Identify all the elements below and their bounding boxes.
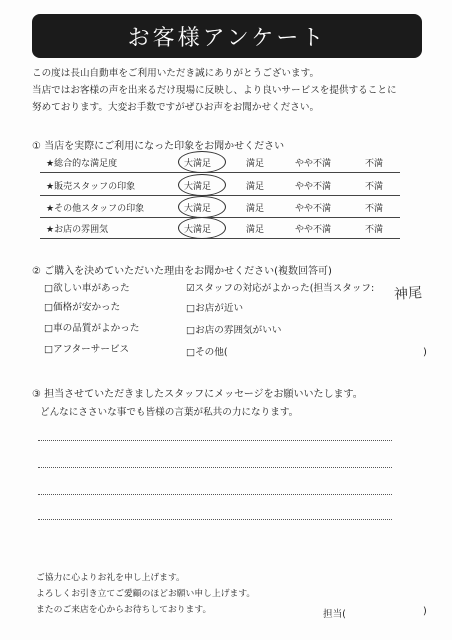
q1-heading: ① 当店を実際にご利用になった印象をお聞かせください [32, 141, 285, 152]
rating-label: ★販売スタッフの印象 [46, 182, 136, 192]
message-line[interactable] [38, 440, 392, 441]
q3-heading: ③ 担当させていただきましたスタッフにメッセージをお願いいたします。 [32, 389, 363, 400]
reason-checkbox[interactable]: □車の品質がよかった [44, 323, 140, 334]
intro-line: 当店ではお客様の声を出来るだけ現場に反映し、より良いサービスを提供することに [32, 85, 397, 96]
reason-checkbox[interactable]: □アフターサービス [44, 344, 130, 355]
rating-label: ★その他スタッフの印象 [46, 204, 145, 214]
signature-close-paren: ) [423, 606, 427, 617]
option-somewhat-dissatisfied[interactable]: やや不満 [295, 159, 332, 169]
reason-checkbox-staff[interactable]: ☑スタッフの対応がよかった(担当スタッフ: [186, 283, 375, 294]
option-very-satisfied[interactable]: 大満足 [184, 182, 212, 192]
signature-label: 担当( [323, 609, 346, 620]
q2-heading: ② ご購入を決めていただいた理由をお聞かせください(複数回答可) [32, 266, 332, 277]
rating-row [40, 152, 400, 173]
rating-label: ★お店の雰囲気 [46, 225, 109, 235]
rating-row [40, 175, 400, 196]
option-somewhat-dissatisfied[interactable]: やや不満 [295, 204, 332, 214]
option-very-satisfied[interactable]: 大満足 [184, 204, 212, 214]
message-line[interactable] [38, 519, 392, 520]
intro-text [32, 65, 442, 116]
rating-row [40, 218, 400, 239]
rating-row [40, 197, 400, 218]
option-somewhat-dissatisfied[interactable]: やや不満 [295, 225, 332, 235]
intro-line: 努めております。大変お手数ですがぜひお声をお聞かせください。 [32, 102, 320, 113]
option-somewhat-dissatisfied[interactable]: やや不満 [295, 182, 332, 192]
option-satisfied[interactable]: 満足 [246, 225, 265, 235]
option-dissatisfied[interactable]: 不満 [365, 225, 384, 235]
footer-text [36, 570, 255, 618]
staff-name-handwritten: 神尾 [393, 285, 423, 303]
option-satisfied[interactable]: 満足 [246, 159, 265, 169]
option-satisfied[interactable]: 満足 [246, 182, 265, 192]
option-dissatisfied[interactable]: 不満 [365, 204, 384, 214]
survey-title: お客様アンケート [32, 14, 422, 58]
footer-line: よろしくお引き立てご愛顧のほどお願い申し上げます。 [36, 589, 256, 599]
reason-checkbox[interactable]: □お店の雰囲気がいい [186, 325, 282, 336]
q3-subheading: どんなにささいな事でも皆様の言葉が私共の力になります。 [40, 407, 299, 418]
option-very-satisfied[interactable]: 大満足 [184, 225, 212, 235]
rating-label: ★総合的な満足度 [46, 159, 118, 169]
option-dissatisfied[interactable]: 不満 [365, 182, 384, 192]
other-close-paren: ) [423, 347, 427, 358]
option-dissatisfied[interactable]: 不満 [365, 159, 384, 169]
message-line[interactable] [38, 467, 392, 468]
reason-checkbox-other[interactable]: □その他( [186, 347, 228, 358]
message-line[interactable] [38, 494, 392, 495]
reason-checkbox[interactable]: □欲しい車があった [44, 283, 130, 294]
option-very-satisfied[interactable]: 大満足 [184, 159, 212, 169]
reason-checkbox[interactable]: □お店が近い [186, 303, 244, 314]
reason-checkbox[interactable]: □価格が安かった [44, 302, 121, 313]
footer-line: またのご来店を心からお待ちしております。 [36, 605, 212, 615]
staff-signature-field[interactable] [323, 606, 427, 620]
intro-line: この度は長山自動車をご利用いただき誠にありがとうございます。 [32, 68, 320, 79]
footer-line: ご協力に心よりお礼を申し上げます。 [36, 573, 185, 583]
option-satisfied[interactable]: 満足 [246, 204, 265, 214]
